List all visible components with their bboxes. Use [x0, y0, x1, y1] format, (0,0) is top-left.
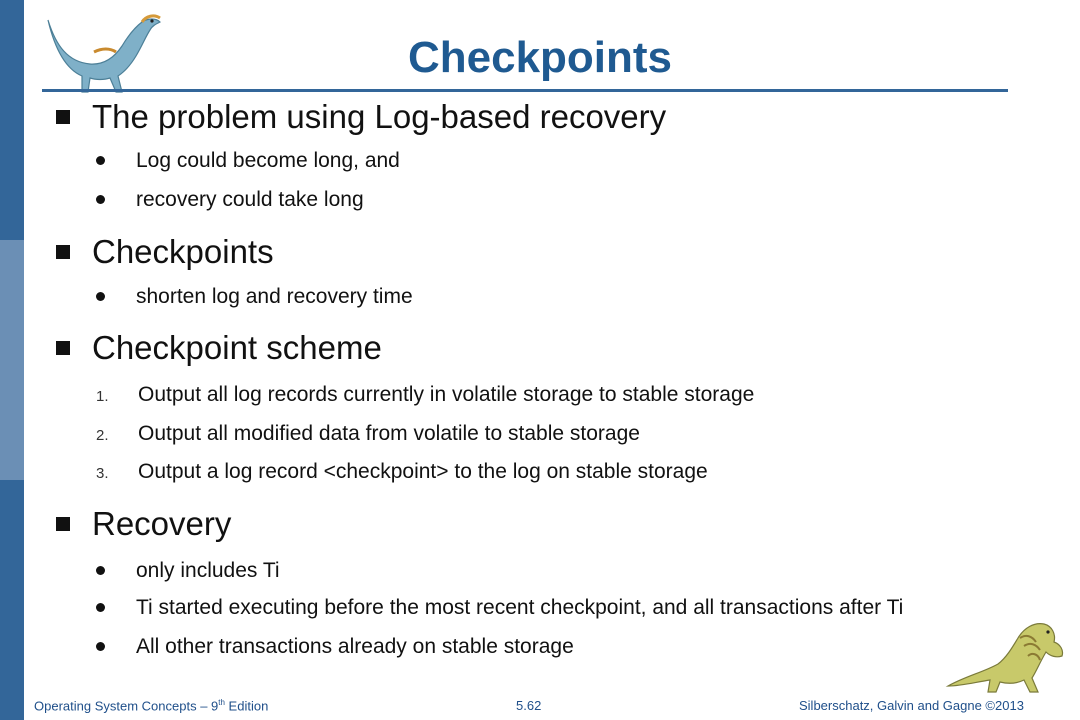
round-bullet-icon	[96, 195, 105, 204]
page-number: 5.62	[516, 698, 542, 713]
square-bullet-icon	[56, 245, 70, 259]
bullet-text: Log could become long, and	[136, 149, 400, 172]
numbered-text: Output all log records currently in volatile storage to stable storage	[138, 383, 755, 406]
round-bullet-icon	[96, 566, 105, 575]
numbered-text: Output all modified data from volatile to stable storage	[138, 422, 640, 445]
round-bullet-icon	[96, 292, 105, 301]
bar-segment	[0, 480, 24, 720]
left-color-bar	[0, 0, 24, 720]
square-bullet-icon	[56, 517, 70, 531]
footer-book-title: Operating System Concepts – 9th Edition	[34, 698, 269, 714]
bar-segment	[0, 0, 24, 240]
item-number: 3.	[96, 465, 109, 482]
heading-text: Checkpoints	[92, 233, 274, 270]
dinosaur-icon	[38, 6, 168, 96]
bullet-text: only includes Ti	[136, 559, 280, 582]
title-underline	[42, 89, 1008, 92]
dinosaur-icon	[940, 612, 1072, 696]
round-bullet-icon	[96, 642, 105, 651]
round-bullet-icon	[96, 603, 105, 612]
bullet-text: Ti started executing before the most recent checkpoint, and all transactions after Ti	[136, 596, 904, 619]
footer-copyright: Silberschatz, Galvin and Gagne ©2013	[799, 698, 1024, 713]
numbered-text: Output a log record <checkpoint> to the log on stable storage	[138, 460, 708, 483]
round-bullet-icon	[96, 156, 105, 165]
heading-text: Recovery	[92, 505, 232, 542]
bar-segment	[0, 240, 24, 480]
item-number: 1.	[96, 388, 109, 405]
heading-text: The problem using Log-based recovery	[92, 98, 667, 135]
item-number: 2.	[96, 427, 109, 444]
bullet-text: shorten log and recovery time	[136, 285, 413, 308]
bullet-text: recovery could take long	[136, 188, 364, 211]
slide-title: Checkpoints	[407, 33, 673, 82]
square-bullet-icon	[56, 110, 70, 124]
square-bullet-icon	[56, 341, 70, 355]
bullet-text: All other transactions already on stable storage	[136, 635, 574, 658]
heading-text: Checkpoint scheme	[92, 329, 382, 366]
